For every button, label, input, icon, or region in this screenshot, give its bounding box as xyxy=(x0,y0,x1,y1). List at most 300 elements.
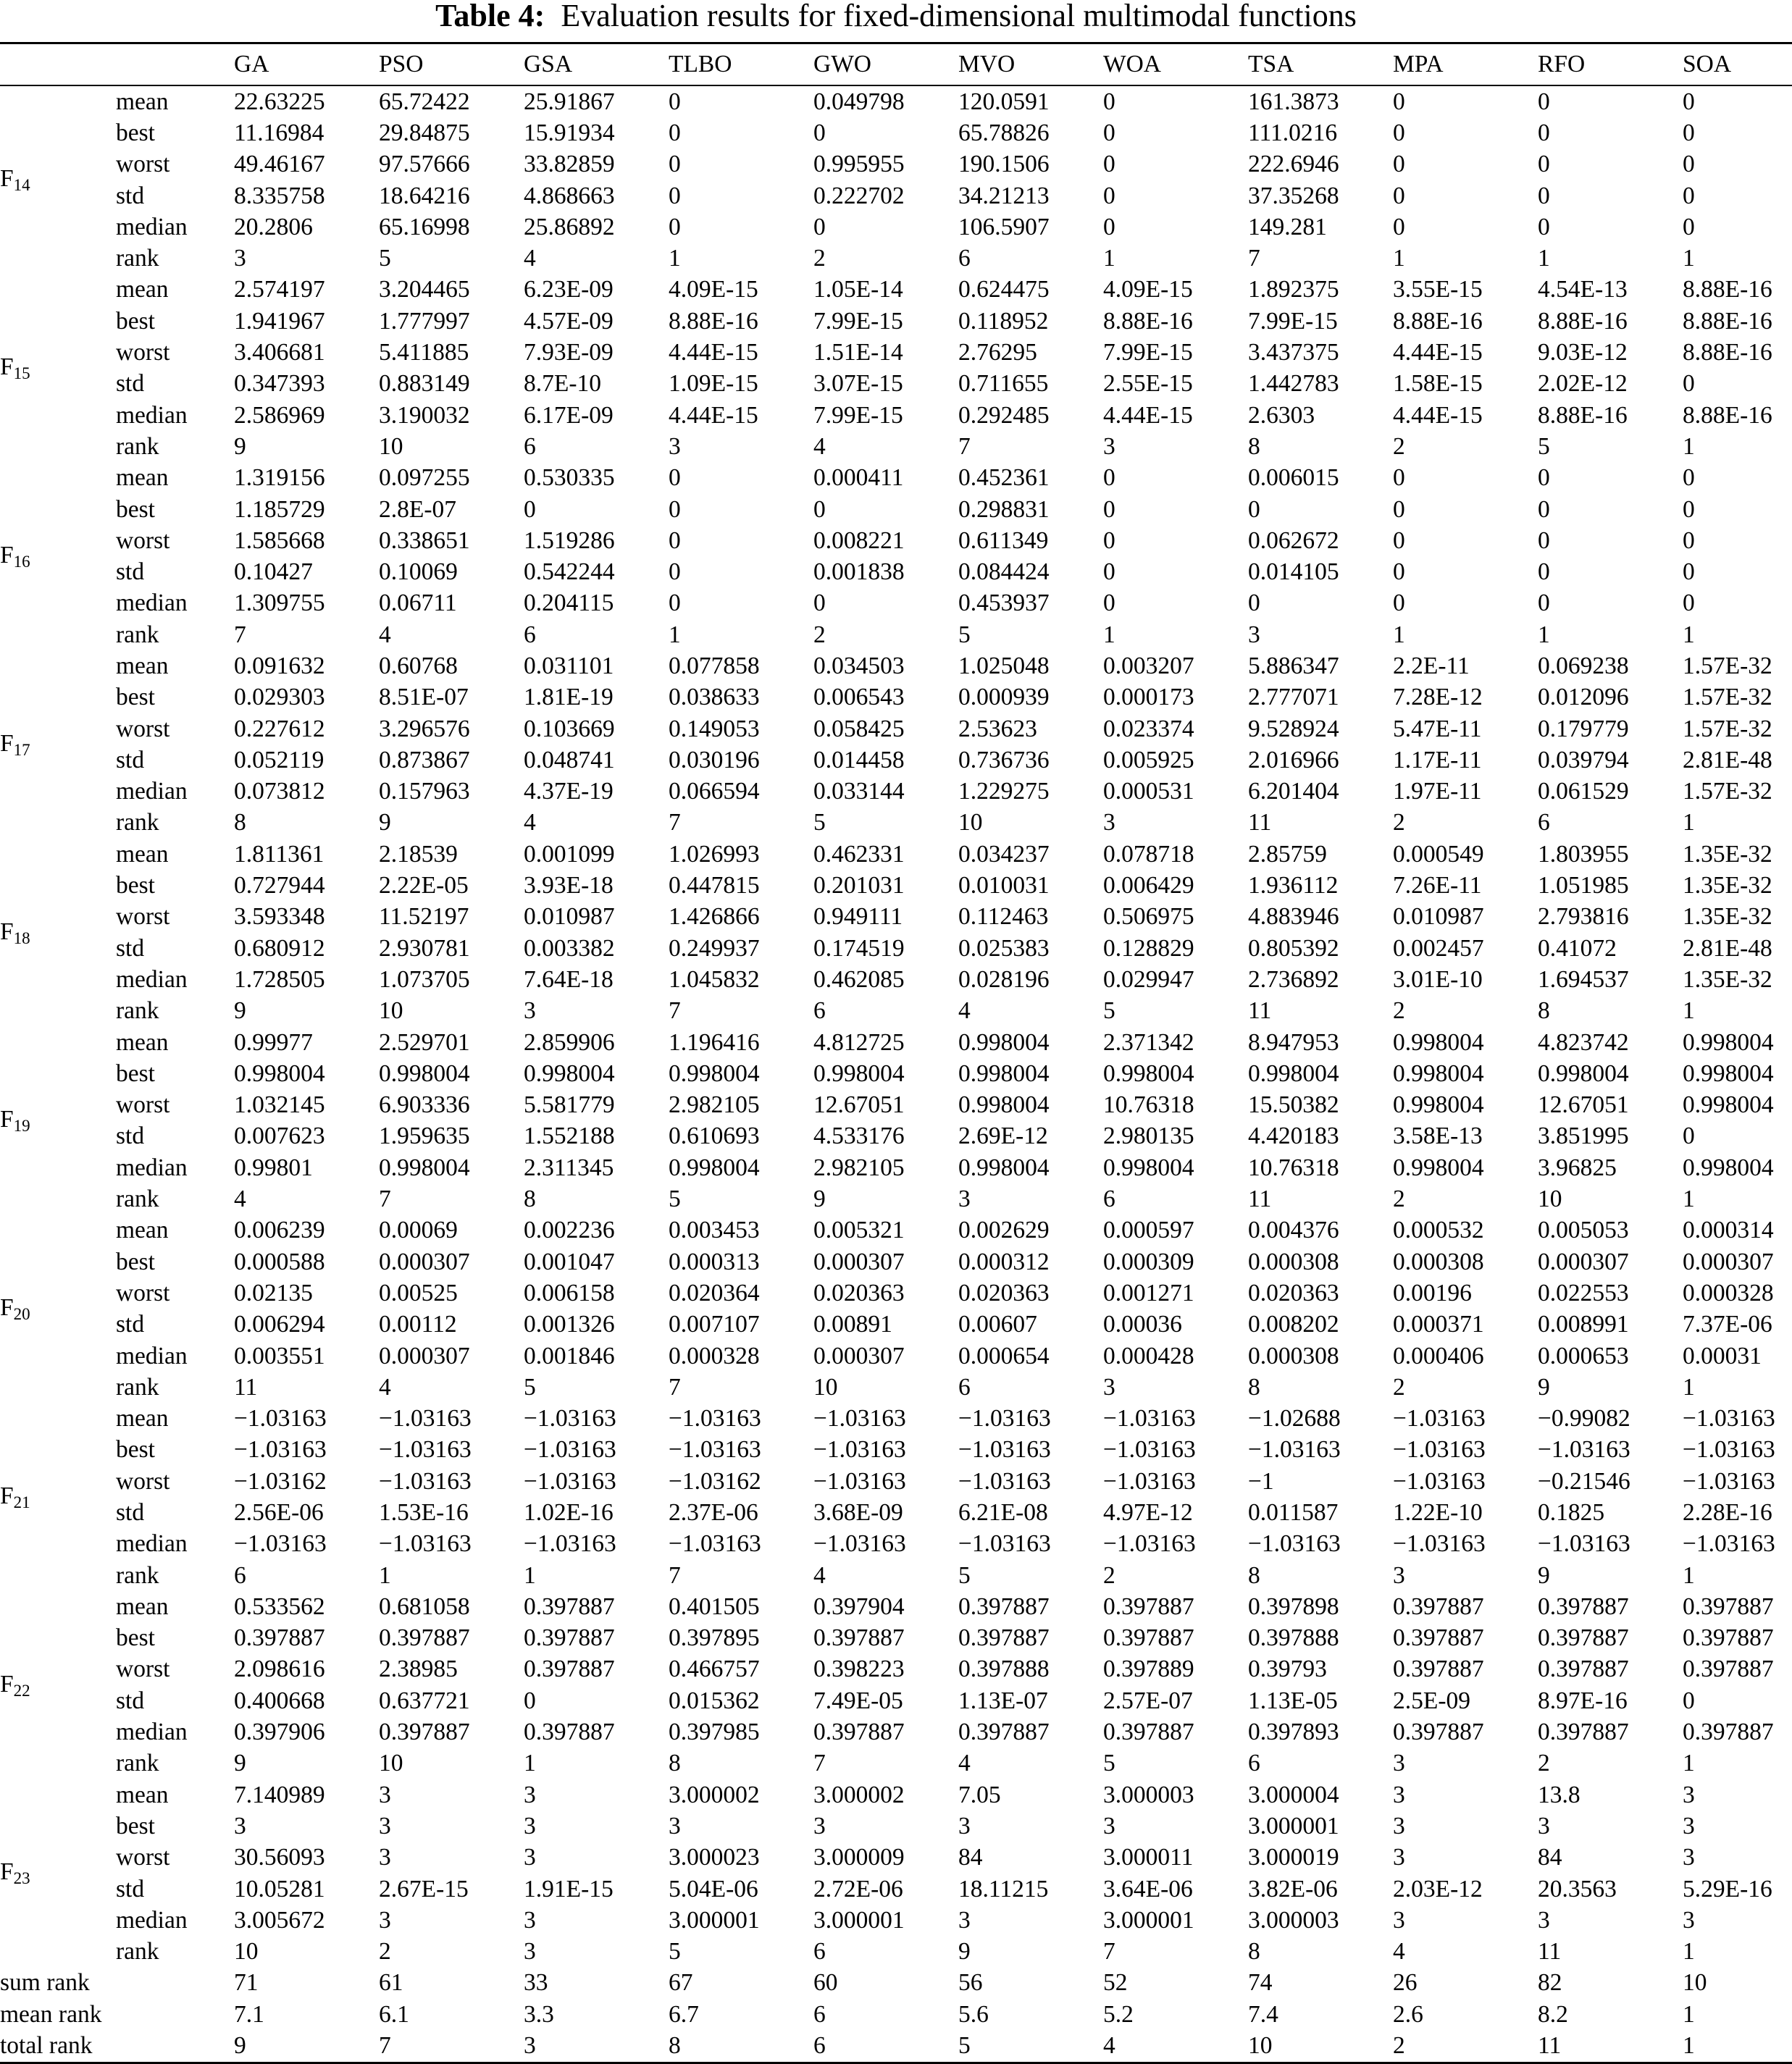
table-cell: 4 xyxy=(813,1561,826,1589)
table-cell: 8.51E-07 xyxy=(379,684,469,711)
table-cell: −1 xyxy=(1248,1467,1274,1495)
function-label xyxy=(0,839,116,1027)
table-cell: 0.998004 xyxy=(1393,1091,1484,1119)
table-cell: 0 xyxy=(669,119,681,146)
table-cell: 0.998004 xyxy=(1103,1154,1194,1181)
table-cell: 0.001271 xyxy=(1103,1279,1194,1306)
table-cell: 0 xyxy=(1683,1687,1695,1714)
stat-label: median xyxy=(116,1154,188,1181)
table-cell: 0.112463 xyxy=(958,903,1049,931)
table-cell: 1.777997 xyxy=(379,307,470,335)
table-cell: 0.006158 xyxy=(524,1279,615,1306)
table-cell: 0 xyxy=(1248,590,1260,617)
table-cell: 0 xyxy=(1683,558,1695,586)
table-cell: 0.00036 xyxy=(1103,1311,1182,1338)
stat-label: worst xyxy=(116,903,170,931)
table-cell: 0.001099 xyxy=(524,840,615,868)
table-cell: 0.000328 xyxy=(1683,1279,1774,1306)
table-cell: 0.998004 xyxy=(958,1060,1050,1087)
table-cell: 0.001047 xyxy=(524,1248,615,1275)
table-row xyxy=(0,964,1792,995)
table-cell: 0.397889 xyxy=(1103,1656,1194,1683)
table-row xyxy=(0,211,1792,243)
table-cell: 0.397887 xyxy=(1103,1624,1194,1652)
table-cell: 0.02135 xyxy=(234,1279,313,1306)
table-cell: 0.447815 xyxy=(669,872,760,899)
table-cell: 8.88E-16 xyxy=(1683,339,1772,366)
table-cell: −0.21546 xyxy=(1538,1467,1630,1495)
table-cell: 30.56093 xyxy=(234,1844,325,1871)
table-cell: 11 xyxy=(1248,809,1272,836)
function-subscript: 22 xyxy=(13,1681,30,1700)
table-cell: 0.149053 xyxy=(669,715,760,742)
table-cell: 0.204115 xyxy=(524,590,614,617)
stat-label: worst xyxy=(116,527,170,554)
table-cell: 0.00607 xyxy=(958,1311,1037,1338)
table-cell: 6.7 xyxy=(669,2000,699,2028)
column-header: RFO xyxy=(1538,51,1586,77)
table-cell: 6.201404 xyxy=(1248,778,1339,805)
stat-label: mean xyxy=(116,840,169,868)
table-cell: 3 xyxy=(958,1186,971,1213)
table-cell: 2.736892 xyxy=(1248,965,1339,993)
table-cell: −0.99082 xyxy=(1538,1405,1630,1432)
table-cell: 3.07E-15 xyxy=(813,370,903,398)
table-cell: 25.91867 xyxy=(524,88,615,115)
table-cell: 2 xyxy=(1393,997,1405,1025)
table-cell: 0.004376 xyxy=(1248,1217,1339,1244)
table-row xyxy=(0,494,1792,525)
table-cell: 2.859906 xyxy=(524,1028,615,1056)
table-cell: 0.006543 xyxy=(813,684,905,711)
table-cell: 1.57E-32 xyxy=(1683,715,1772,742)
stat-label: worst xyxy=(116,715,170,742)
stat-label: best xyxy=(116,1624,155,1652)
table-cell: 1.519286 xyxy=(524,527,615,554)
table-cell: 7 xyxy=(379,1186,391,1213)
table-cell: 0.347393 xyxy=(234,370,325,398)
summary-label: mean rank xyxy=(0,2000,102,2028)
table-cell: 0.998004 xyxy=(1248,1060,1339,1087)
table-cell: 0.998004 xyxy=(669,1154,760,1181)
table-cell: 4.44E-15 xyxy=(1393,401,1483,429)
table-cell: 0.397887 xyxy=(1538,1656,1629,1683)
table-cell: 3 xyxy=(1393,1561,1405,1589)
results-table xyxy=(0,42,1792,2064)
function-name: F xyxy=(0,1670,14,1698)
table-cell: 0 xyxy=(524,495,536,523)
table-cell: 1.811361 xyxy=(234,840,325,868)
table-cell: −1.03163 xyxy=(1103,1467,1196,1495)
table-cell: −1.03163 xyxy=(1393,1405,1486,1432)
table-cell: 3 xyxy=(234,245,246,272)
table-row xyxy=(0,180,1792,211)
stat-label: median xyxy=(116,778,188,805)
table-cell: 0.736736 xyxy=(958,746,1050,773)
table-cell: 1.309755 xyxy=(234,590,325,617)
table-cell: 22.63225 xyxy=(234,88,325,115)
table-cell: 0.012096 xyxy=(1538,684,1629,711)
table-cell: 3 xyxy=(1393,1812,1405,1839)
table-cell: −1.03163 xyxy=(669,1405,761,1432)
table-cell: 1.025048 xyxy=(958,652,1050,679)
table-cell: 5.04E-06 xyxy=(669,1875,758,1903)
table-cell: 65.78826 xyxy=(958,119,1050,146)
table-cell: 4.44E-15 xyxy=(669,339,758,366)
stat-label: rank xyxy=(116,432,159,460)
table-cell: 3.000019 xyxy=(1248,1844,1339,1871)
table-cell: 10 xyxy=(1538,1186,1562,1213)
table-cell: 3.000001 xyxy=(1248,1812,1339,1839)
table-cell: 0.680912 xyxy=(234,934,325,962)
table-cell: −1.03163 xyxy=(524,1467,616,1495)
header-blank xyxy=(0,43,116,86)
table-cell: 4 xyxy=(958,1750,971,1777)
table-cell: 0.000531 xyxy=(1103,778,1194,805)
table-cell: 0.031101 xyxy=(524,652,614,679)
table-caption xyxy=(0,0,1792,32)
table-cell: 4.823742 xyxy=(1538,1028,1629,1056)
stat-label: mean xyxy=(116,1028,169,1056)
table-cell: 0 xyxy=(1538,88,1550,115)
table-cell: 0 xyxy=(669,88,681,115)
table-row xyxy=(0,431,1792,462)
table-cell: 6 xyxy=(524,432,536,460)
table-cell: 0.998004 xyxy=(958,1028,1050,1056)
table-cell: 10 xyxy=(958,809,983,836)
table-cell: 0 xyxy=(669,182,681,209)
table-cell: 18.64216 xyxy=(379,182,470,209)
table-cell: 2.6303 xyxy=(1248,401,1315,429)
stat-label: best xyxy=(116,495,155,523)
table-cell: 0 xyxy=(669,590,681,617)
table-cell: 2 xyxy=(1393,1373,1405,1401)
table-cell: 0.397887 xyxy=(1538,1624,1629,1652)
caption-text: Evaluation results for fixed-dimensional multimodal functions xyxy=(561,0,1357,33)
table-cell: 0.084424 xyxy=(958,558,1050,586)
table-row xyxy=(0,1685,1792,1716)
table-cell: 0 xyxy=(1538,495,1550,523)
table-cell: 6.21E-08 xyxy=(958,1499,1048,1526)
table-cell: 0.003207 xyxy=(1103,652,1194,679)
table-cell: 6 xyxy=(524,621,536,648)
table-cell: 4.54E-13 xyxy=(1538,276,1628,303)
table-cell: 7 xyxy=(669,809,681,836)
table-cell: 3 xyxy=(524,1938,536,1966)
table-cell: 8.88E-16 xyxy=(1538,401,1628,429)
table-cell: 10 xyxy=(379,997,403,1025)
table-cell: 7 xyxy=(669,1373,681,1401)
table-cell: 65.16998 xyxy=(379,213,470,240)
table-cell: 5.2 xyxy=(1103,2000,1134,2028)
table-cell: 0.091632 xyxy=(234,652,325,679)
table-cell: 0 xyxy=(813,213,826,240)
table-cell: 0.998004 xyxy=(1683,1028,1774,1056)
table-cell: −1.03163 xyxy=(379,1436,472,1464)
table-cell: 2.586969 xyxy=(234,401,325,429)
function-name: F xyxy=(0,353,14,381)
table-cell: 1.57E-32 xyxy=(1683,652,1772,679)
table-cell: 0 xyxy=(1103,527,1115,554)
table-cell: 1.959635 xyxy=(379,1123,470,1150)
table-cell: 2.03E-12 xyxy=(1393,1875,1483,1903)
table-cell: 0.000328 xyxy=(669,1342,760,1369)
stat-label: best xyxy=(116,119,155,146)
table-cell: 1.936112 xyxy=(1248,872,1339,899)
table-cell: 74 xyxy=(1248,1969,1273,1997)
table-row xyxy=(0,839,1792,870)
table-cell: 3.93E-18 xyxy=(524,872,614,899)
table-cell: 1 xyxy=(669,245,681,272)
table-row xyxy=(0,1716,1792,1748)
table-cell: 5 xyxy=(813,809,826,836)
table-cell: 0 xyxy=(1103,182,1115,209)
summary-label: sum rank xyxy=(0,1969,90,1997)
header-row xyxy=(0,43,1792,86)
table-cell: 0.078718 xyxy=(1103,840,1194,868)
table-cell: 0.397895 xyxy=(669,1624,760,1652)
function-subscript: 19 xyxy=(13,1117,30,1136)
table-cell: 4 xyxy=(1103,2032,1115,2060)
table-cell: 0.397906 xyxy=(234,1719,325,1746)
stat-label: std xyxy=(116,934,145,962)
table-cell: 0.010031 xyxy=(958,872,1050,899)
table-cell: 1.426866 xyxy=(669,903,760,931)
table-cell: 5 xyxy=(524,1373,536,1401)
table-cell: 9 xyxy=(234,997,246,1025)
table-cell: 2.098616 xyxy=(234,1656,325,1683)
table-cell: 190.1506 xyxy=(958,151,1050,178)
table-cell: 1 xyxy=(524,1561,536,1589)
table-cell: 0.397898 xyxy=(1248,1593,1339,1620)
table-cell: 2.016966 xyxy=(1248,746,1339,773)
table-cell: 0.007623 xyxy=(234,1123,325,1150)
table-cell: 1.585668 xyxy=(234,527,325,554)
table-cell: 8 xyxy=(669,1750,681,1777)
table-cell: 0.174519 xyxy=(813,934,905,962)
table-cell: 1.02E-16 xyxy=(524,1499,614,1526)
table-cell: 1.91E-15 xyxy=(524,1875,614,1903)
table-row xyxy=(0,1466,1792,1497)
table-cell: −1.03163 xyxy=(234,1530,327,1558)
table-cell: 3 xyxy=(1103,432,1115,460)
table-cell: 84 xyxy=(1538,1844,1562,1871)
stat-label: std xyxy=(116,1687,145,1714)
table-row xyxy=(0,1811,1792,1842)
stat-label: rank xyxy=(116,997,159,1025)
table-cell: −1.03163 xyxy=(669,1530,761,1558)
column-header: WOA xyxy=(1103,51,1162,77)
table-cell: 3 xyxy=(958,1906,971,1934)
table-cell: 0.397904 xyxy=(813,1593,905,1620)
stat-label: worst xyxy=(116,1467,170,1495)
table-cell: 0.001326 xyxy=(524,1311,615,1338)
table-cell: 0.000307 xyxy=(813,1248,905,1275)
table-cell: 0.452361 xyxy=(958,464,1050,492)
table-cell: −1.03163 xyxy=(379,1405,472,1432)
table-cell: 0.052119 xyxy=(234,746,325,773)
table-cell: 3 xyxy=(379,1781,391,1808)
table-cell: 0.00069 xyxy=(379,1217,458,1244)
table-cell: 0.998004 xyxy=(1683,1060,1774,1087)
table-cell: 1.13E-07 xyxy=(958,1687,1048,1714)
table-cell: 1 xyxy=(1683,1561,1695,1589)
table-cell: 1.35E-32 xyxy=(1683,840,1772,868)
table-cell: 0.397887 xyxy=(379,1719,470,1746)
table-cell: 3 xyxy=(524,1812,536,1839)
table-cell: 0.000532 xyxy=(1393,1217,1484,1244)
stat-label: rank xyxy=(116,1561,159,1589)
table-cell: 0 xyxy=(813,590,826,617)
table-cell: 0.397887 xyxy=(234,1624,325,1652)
table-cell: 0.000406 xyxy=(1393,1342,1484,1369)
table-cell: 4 xyxy=(379,621,391,648)
table-row xyxy=(0,1341,1792,1372)
table-row xyxy=(0,1905,1792,1936)
table-cell: 4.44E-15 xyxy=(1103,401,1193,429)
table-cell: 1.57E-32 xyxy=(1683,684,1772,711)
column-header: TSA xyxy=(1248,51,1294,77)
table-cell: 3.851995 xyxy=(1538,1123,1629,1150)
table-cell: 7 xyxy=(813,1750,826,1777)
table-cell: 0.008991 xyxy=(1538,1311,1629,1338)
table-cell: 3 xyxy=(1248,621,1260,648)
table-cell: 4 xyxy=(524,809,536,836)
table-cell: 8 xyxy=(234,809,246,836)
stat-label: std xyxy=(116,1123,145,1150)
column-header: MVO xyxy=(958,51,1016,77)
table-cell: 0.005925 xyxy=(1103,746,1194,773)
table-cell: 3.000009 xyxy=(813,1844,905,1871)
table-cell: 1 xyxy=(1683,1373,1695,1401)
table-cell: 106.5907 xyxy=(958,213,1050,240)
table-cell: 1 xyxy=(1683,997,1695,1025)
table-cell: 1 xyxy=(1683,621,1695,648)
table-cell: 3 xyxy=(669,432,681,460)
table-cell: 3.58E-13 xyxy=(1393,1123,1483,1150)
table-cell: 2.529701 xyxy=(379,1028,470,1056)
table-cell: 0.003551 xyxy=(234,1342,325,1369)
table-cell: 3 xyxy=(1538,1906,1550,1934)
table-cell: 0.637721 xyxy=(379,1687,470,1714)
table-cell: 2.38985 xyxy=(379,1656,458,1683)
table-cell: 3 xyxy=(1393,1781,1405,1808)
table-cell: 11 xyxy=(1538,2032,1562,2060)
table-cell: 4 xyxy=(524,245,536,272)
table-cell: 0.058425 xyxy=(813,715,905,742)
table-cell: 0 xyxy=(669,151,681,178)
table-cell: 1.97E-11 xyxy=(1393,778,1482,805)
table-cell: 8.335758 xyxy=(234,182,325,209)
table-cell: 7.99E-15 xyxy=(813,307,903,335)
table-cell: 5 xyxy=(1538,432,1550,460)
table-cell: 0.998004 xyxy=(1393,1154,1484,1181)
table-cell: 0 xyxy=(1393,119,1405,146)
table-cell: 1.05E-14 xyxy=(813,276,903,303)
table-cell: 0.008221 xyxy=(813,527,905,554)
column-header: TLBO xyxy=(669,51,732,77)
table-cell: 0.397887 xyxy=(1393,1624,1484,1652)
table-cell: 3.005672 xyxy=(234,1906,325,1934)
table-cell: −1.03163 xyxy=(234,1405,327,1432)
table-cell: 9 xyxy=(234,1750,246,1777)
table-cell: 0.466757 xyxy=(669,1656,760,1683)
table-cell: 8 xyxy=(1248,432,1260,460)
stat-label: std xyxy=(116,370,145,398)
table-cell: 0.000307 xyxy=(813,1342,905,1369)
table-cell: 0.533562 xyxy=(234,1593,325,1620)
table-cell: 8 xyxy=(1248,1938,1260,1966)
table-cell: 7 xyxy=(958,432,971,460)
table-row xyxy=(0,1591,1792,1622)
table-cell: 0 xyxy=(1683,495,1695,523)
table-cell: 5 xyxy=(669,1186,681,1213)
table-cell: 2.69E-12 xyxy=(958,1123,1048,1150)
table-cell: 0.338651 xyxy=(379,527,470,554)
stat-label: median xyxy=(116,1342,188,1369)
table-cell: 0.06711 xyxy=(379,590,457,617)
table-cell: 3 xyxy=(1393,1906,1405,1934)
function-subscript: 16 xyxy=(13,552,30,571)
table-cell: 8.88E-16 xyxy=(1393,307,1483,335)
table-cell: −1.03163 xyxy=(813,1530,906,1558)
table-cell: 3.000023 xyxy=(669,1844,760,1871)
table-row xyxy=(0,1560,1792,1591)
table-cell: 1.81E-19 xyxy=(524,684,614,711)
table-cell: 11.52197 xyxy=(379,903,469,931)
table-cell: 0 xyxy=(1103,590,1115,617)
table-cell: 222.6946 xyxy=(1248,151,1339,178)
table-cell: 0.039794 xyxy=(1538,746,1629,773)
table-cell: 33.82859 xyxy=(524,151,615,178)
table-cell: 6 xyxy=(1103,1186,1115,1213)
table-cell: 8.88E-16 xyxy=(1538,307,1628,335)
table-cell: 3.000001 xyxy=(813,1906,905,1934)
table-cell: 2 xyxy=(1538,1750,1550,1777)
table-cell: 0.397893 xyxy=(1248,1719,1339,1746)
table-cell: 1.13E-05 xyxy=(1248,1687,1338,1714)
table-cell: 0.011587 xyxy=(1248,1499,1339,1526)
table-cell: 1.045832 xyxy=(669,965,760,993)
table-cell: 1.051985 xyxy=(1538,872,1629,899)
stat-label: rank xyxy=(116,1186,159,1213)
table-cell: 3 xyxy=(379,1844,391,1871)
table-cell: 9 xyxy=(234,2032,246,2060)
table-row xyxy=(0,306,1792,337)
table-cell: 0.000307 xyxy=(1683,1248,1774,1275)
table-cell: 3.000001 xyxy=(1103,1906,1194,1934)
table-cell: 0.069238 xyxy=(1538,652,1629,679)
table-cell: 6.903336 xyxy=(379,1091,470,1119)
table-cell: 0 xyxy=(1538,119,1550,146)
table-cell: 3.000001 xyxy=(669,1906,760,1934)
table-cell: 1.728505 xyxy=(234,965,325,993)
table-row xyxy=(0,1090,1792,1121)
table-cell: 11.16984 xyxy=(234,119,325,146)
table-cell: 2 xyxy=(1393,2032,1405,2060)
table-cell: 0.397887 xyxy=(958,1719,1050,1746)
table-cell: 2.55E-15 xyxy=(1103,370,1193,398)
table-cell: 4.57E-09 xyxy=(524,307,614,335)
stat-label: mean xyxy=(116,88,169,115)
table-cell: 8.947953 xyxy=(1248,1028,1339,1056)
table-cell: −1.03163 xyxy=(1103,1436,1196,1464)
table-cell: 0.006015 xyxy=(1248,464,1339,492)
table-cell: 3.000003 xyxy=(1248,1906,1339,1934)
table-cell: 2.6 xyxy=(1393,2000,1423,2028)
table-cell: 60 xyxy=(813,1969,838,1997)
table-cell: 3.000011 xyxy=(1103,1844,1194,1871)
